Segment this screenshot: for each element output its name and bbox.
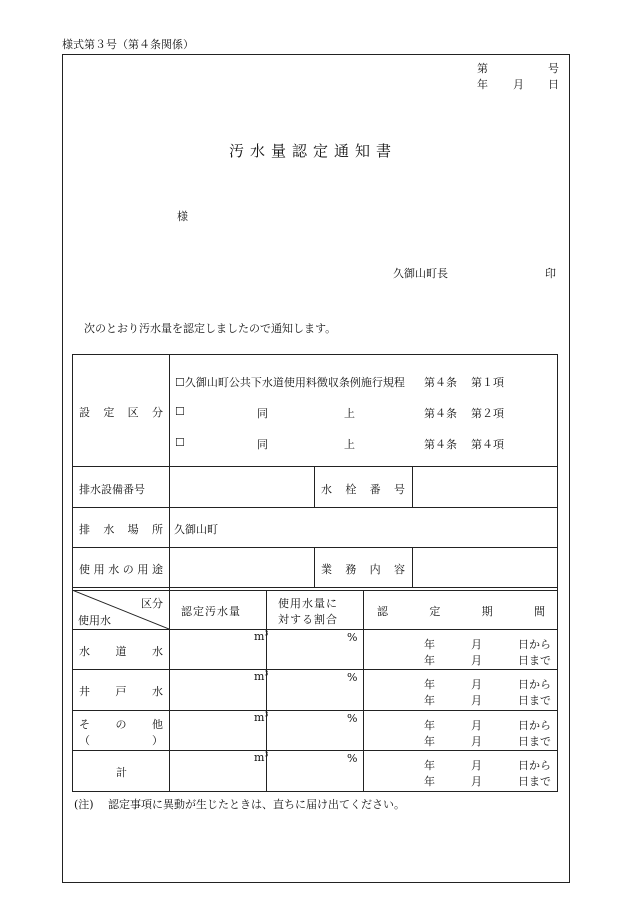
checkbox-icon[interactable]: ☐ xyxy=(175,405,185,418)
period-day: 日から xyxy=(518,678,551,691)
period-year: 年 xyxy=(424,694,435,707)
issuer: 久御山町長 xyxy=(393,267,448,280)
section-row-2-paragraph: 第２項 xyxy=(471,407,504,420)
corner-bottom-label: 使用水 xyxy=(78,614,111,627)
row-label: 計 xyxy=(116,766,127,779)
unit-percent: % xyxy=(347,631,358,644)
unit-percent: % xyxy=(347,671,358,684)
period-month: 月 xyxy=(471,775,482,788)
section-row-1[interactable]: ☐久御山町公共下水道使用料徴収条例施行規程 xyxy=(175,376,405,389)
note-prefix: (注) xyxy=(74,798,94,811)
intro-text: 次のとおり汚水量を認定しましたので通知します。 xyxy=(84,322,337,335)
col-ratio-header-2: 対する割合 xyxy=(278,613,338,626)
col-ratio-header-1: 使用水量に xyxy=(278,597,338,610)
period-day: 日まで xyxy=(518,654,551,667)
period-day: 日から xyxy=(518,719,551,732)
row-sub-open: （ xyxy=(79,734,90,747)
checkbox-icon[interactable]: ☐ xyxy=(175,436,185,449)
period-month: 月 xyxy=(471,694,482,707)
volume-input[interactable] xyxy=(172,632,264,667)
unit-percent: % xyxy=(347,712,358,725)
period-year: 年 xyxy=(424,638,435,651)
unit-m3: $m^3$ xyxy=(254,670,269,683)
checkbox-icon[interactable]: ☐ xyxy=(175,376,185,389)
period-year: 年 xyxy=(424,735,435,748)
note-text: 認定事項に異動が生じたときは、直ちに届け出てください。 xyxy=(108,798,405,811)
faucet-number-label: 水 栓 番 号 xyxy=(321,483,405,496)
form-number: 様式第３号（第４条関係） xyxy=(62,38,194,51)
period-year: 年 xyxy=(424,654,435,667)
col-volume-header: 認定汚水量 xyxy=(181,605,241,618)
drain-place-value[interactable]: 久御山町 xyxy=(174,523,218,536)
addressee-sama: 様 xyxy=(177,210,188,223)
volume-input[interactable] xyxy=(172,753,264,788)
date-month: 月 xyxy=(513,78,524,91)
business-label: 業 務 内 容 xyxy=(321,563,405,576)
corner-top-label: 区分 xyxy=(141,597,163,610)
date-year: 年 xyxy=(477,78,488,91)
drain-place-label: 排 水 場 所 xyxy=(79,523,163,536)
period-year: 年 xyxy=(424,678,435,691)
period-day: 日まで xyxy=(518,735,551,748)
number-prefix: 第 xyxy=(477,62,488,75)
section-row-3-paragraph: 第４項 xyxy=(471,438,504,451)
period-month: 月 xyxy=(471,735,482,748)
period-month: 月 xyxy=(471,719,482,732)
period-year: 年 xyxy=(424,775,435,788)
col-period-header: 認 定 期 間 xyxy=(377,605,545,618)
section-row-1-article: 第４条 xyxy=(424,376,457,389)
section-row-2-same: 同 xyxy=(257,407,268,420)
period-year: 年 xyxy=(424,759,435,772)
section-row-3-same: 同 xyxy=(257,438,268,451)
unit-m3: $m^3$ xyxy=(254,630,269,643)
period-day: 日から xyxy=(518,759,551,772)
period-month: 月 xyxy=(471,638,482,651)
section-row-3-article: 第４条 xyxy=(424,438,457,451)
period-month: 月 xyxy=(471,678,482,691)
section-label: 設 定 区 分 xyxy=(79,406,163,419)
seal-mark: 印 xyxy=(545,267,556,280)
page-title: 汚水量認定通知書 xyxy=(229,142,398,160)
period-day: 日まで xyxy=(518,694,551,707)
volume-input[interactable] xyxy=(172,672,264,707)
business-input[interactable] xyxy=(416,550,554,584)
unit-m3: $m^3$ xyxy=(254,711,269,724)
period-day: 日まで xyxy=(518,775,551,788)
row-label: 井 戸 水 xyxy=(79,685,163,698)
unit-percent: % xyxy=(347,752,358,765)
number-suffix: 号 xyxy=(548,62,559,75)
period-month: 月 xyxy=(471,759,482,772)
period-year: 年 xyxy=(424,719,435,732)
section-row-3-above: 上 xyxy=(344,438,355,451)
volume-input[interactable] xyxy=(172,713,264,748)
section-row-2-above: 上 xyxy=(344,407,355,420)
drain-number-input[interactable] xyxy=(173,470,311,504)
drain-number-label: 排水設備番号 xyxy=(79,483,145,496)
row-sub-close: ） xyxy=(152,734,163,747)
water-use-label: 使 用 水 の 用 途 xyxy=(79,563,163,576)
row-label: 水 道 水 xyxy=(79,645,163,658)
water-use-input[interactable] xyxy=(173,550,311,584)
section-row-2-article: 第４条 xyxy=(424,407,457,420)
unit-m3: $m^3$ xyxy=(254,751,269,764)
period-month: 月 xyxy=(471,654,482,667)
row-label: そ の 他 xyxy=(79,718,163,731)
period-day: 日から xyxy=(518,638,551,651)
date-day: 日 xyxy=(548,78,559,91)
section-row-1-paragraph: 第１項 xyxy=(471,376,504,389)
faucet-number-input[interactable] xyxy=(416,470,554,504)
